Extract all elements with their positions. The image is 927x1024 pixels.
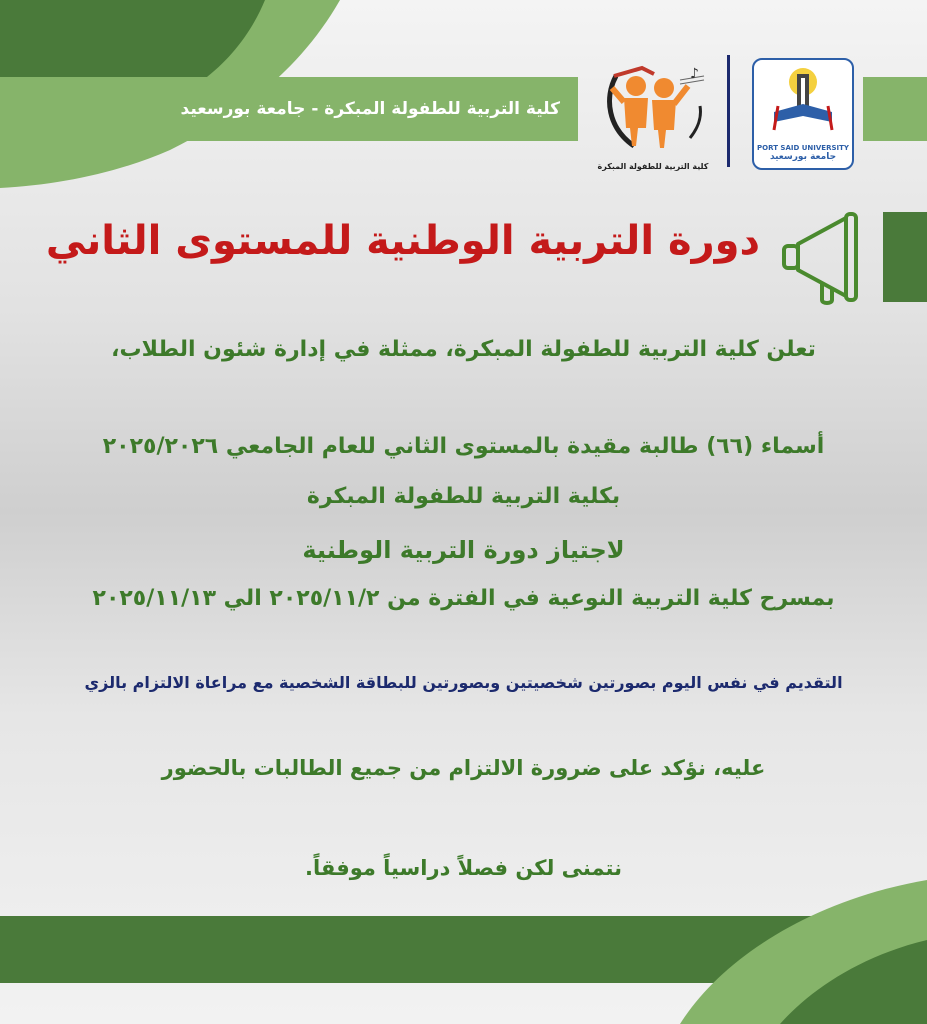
bottom-right-decoration [640,880,927,1024]
body-line-3: بكلية التربية للطفولة المبكرة [306,484,621,509]
header-banner [0,77,578,141]
body-line-8: نتمنى لكن فصلاً دراسياً موفقاً. [304,856,623,880]
body-line-7: عليه، نؤكد على ضرورة الالتزام من جميع الطالبات بالحضور [161,756,766,780]
faculty-logo-caption: كلية التربية للطفولة المبكرة [597,162,709,171]
body-line-6: التقديم في نفس اليوم بصورتين شخصيتين وبصورتين للبطاقة الشخصية مع مراعاة الالتزام بالزي [84,673,843,692]
body-line-5: بمسرح كلية التربية النوعية في الفترة من ٢٠٢٥/١١/٢ الي ٢٠٢٥/١١/١٣ [92,586,835,611]
faculty-logo [594,58,712,170]
header-right-block [863,77,927,141]
megaphone-icon [778,212,878,306]
university-logo [752,58,854,170]
logo-divider [727,55,730,167]
university-logo-caption-en: PORT SAID UNIVERSITY [757,144,849,152]
university-logo-caption-ar: جامعة بورسعيد [769,152,837,162]
body-line-1: تعلن كلية التربية للطفولة المبكرة، ممثلة في إدارة شئون الطلاب، [111,337,816,362]
body-line-2: أسماء (٦٦) طالبة مقيدة بالمستوى الثاني للعام الجامعي ٢٠٢٥/٢٠٢٦ [102,434,825,459]
title-right-block [883,212,927,302]
svg-text:♪: ♪ [690,66,699,82]
page-title: دورة التربية الوطنية للمستوى الثاني [45,218,760,264]
faculty-banner-text: كلية التربية للطفولة المبكرة - جامعة بورسعيد [180,99,560,119]
body-line-4: لاجتياز دورة التربية الوطنية [302,536,625,564]
